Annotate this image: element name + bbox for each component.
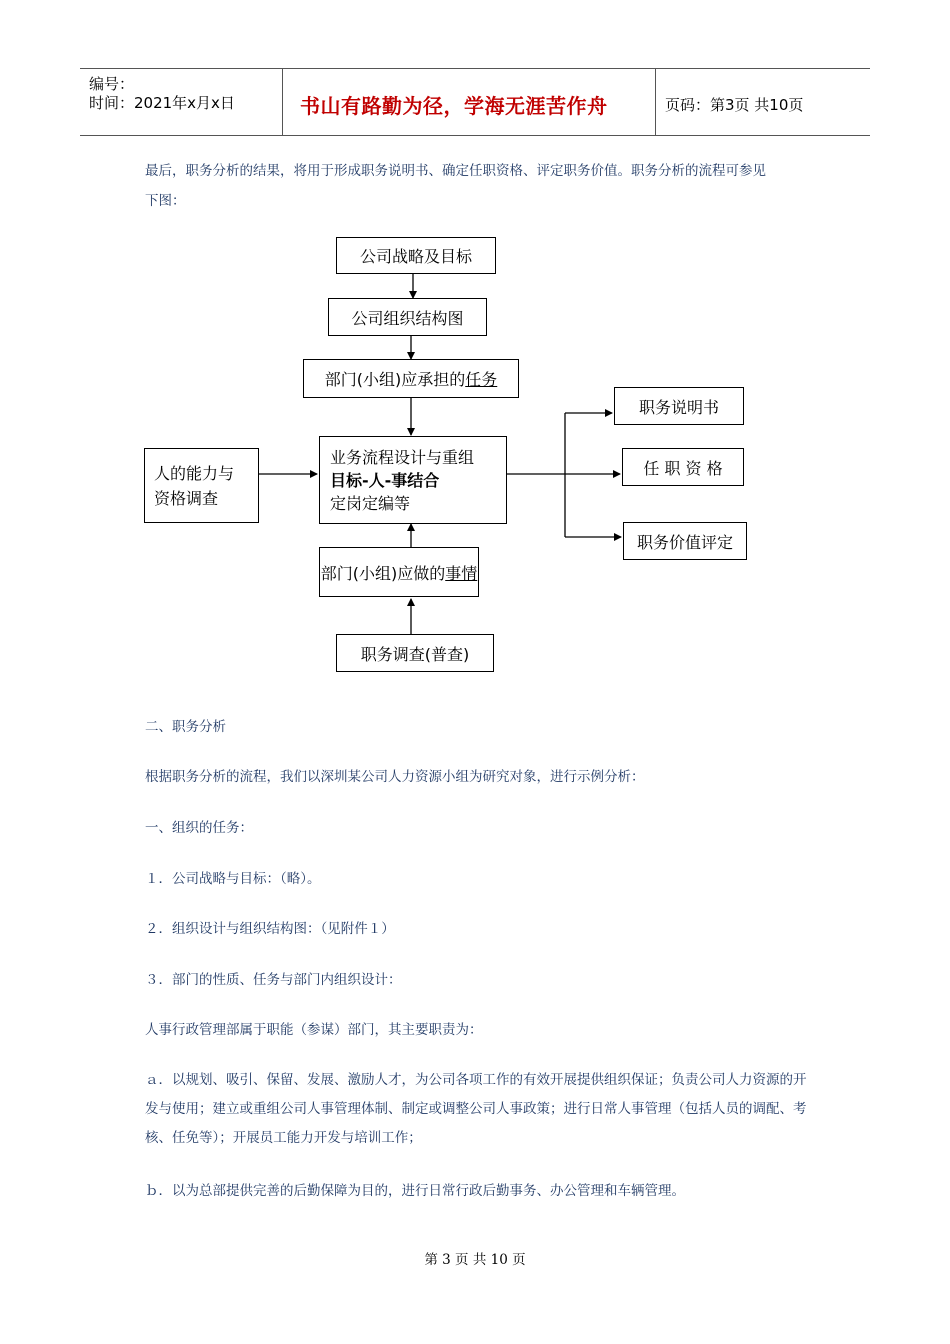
process-line-2: 目标-人-事结合 bbox=[330, 470, 440, 490]
box-dept-duties: 部门(小组)应做的 事情 bbox=[319, 547, 479, 597]
footer-page-number: 第 3 页 共 10 页 bbox=[424, 1252, 526, 1268]
list-item-2: ２．组织设计与组织结构图：（见附件１） bbox=[145, 921, 395, 937]
header-page-label: 页码：第3页 共10页 bbox=[665, 96, 804, 114]
document-number-label: 编号： bbox=[89, 75, 135, 93]
box-job-description: 职务说明书 bbox=[614, 387, 744, 425]
header-motto: 书山有路勤为径，学海无涯苦作舟 bbox=[300, 94, 608, 118]
list-item-1: １．公司战略与目标：（略）。 bbox=[145, 871, 321, 887]
box-dept-tasks: 部门(小组)应承担的 任务 bbox=[303, 359, 519, 398]
process-line-1: 业务流程设计与重组 bbox=[330, 447, 475, 467]
paragraph-intro-analysis: 根据职务分析的流程，我们以深圳某公司人力资源小组为研究对象，进行示例分析： bbox=[145, 769, 645, 785]
paragraph-duty-a: ａ．以规划、吸引、保留、发展、激励人才，为公司各项工作的有效开展提供组织保证；负责公司人力资源的开发与使用；建立或重组公司人事管理体制、制定或调整公司人事政策；进行日常人事管理（包括人员的调配、考核、任免等）；开展员工能力开发与培训工作； bbox=[145, 1072, 807, 1146]
box-job-value: 职务价值评定 bbox=[623, 522, 747, 560]
ability-line-1: 人的能力与 bbox=[154, 463, 235, 483]
process-line-3: 定岗定编等 bbox=[330, 493, 411, 513]
box-ability-survey bbox=[144, 448, 259, 523]
section-heading-job-analysis: 二、职务分析 bbox=[145, 719, 226, 735]
intro-line-1: 最后，职务分析的结果，将用于形成职务说明书、确定任职资格、评定职务价值。职务分析的流程可参见 bbox=[145, 163, 766, 179]
box-strategy: 公司战略及目标 bbox=[336, 237, 496, 274]
ability-line-2: 资格调查 bbox=[154, 488, 219, 508]
box-process-design bbox=[319, 436, 507, 524]
box-org-chart: 公司组织结构图 bbox=[328, 298, 487, 336]
intro-line-2: 下图： bbox=[145, 193, 186, 209]
paragraph-duty-b: ｂ．以为总部提供完善的后勤保障为目的，进行日常行政后勤事务、办公管理和车辆管理。 bbox=[145, 1183, 685, 1199]
section-heading-org-tasks: 一、组织的任务： bbox=[145, 820, 253, 836]
paragraph-hr-dept: 人事行政管理部属于职能（参谋）部门，其主要职责为： bbox=[145, 1022, 483, 1038]
box-job-survey: 职务调查(普查) bbox=[336, 634, 494, 672]
document-time-label: 时间：2021年x月x日 bbox=[89, 94, 235, 112]
box-job-qualification: 任 职 资 格 bbox=[622, 448, 744, 486]
list-item-3: ３．部门的性质、任务与部门内组织设计： bbox=[145, 972, 402, 988]
